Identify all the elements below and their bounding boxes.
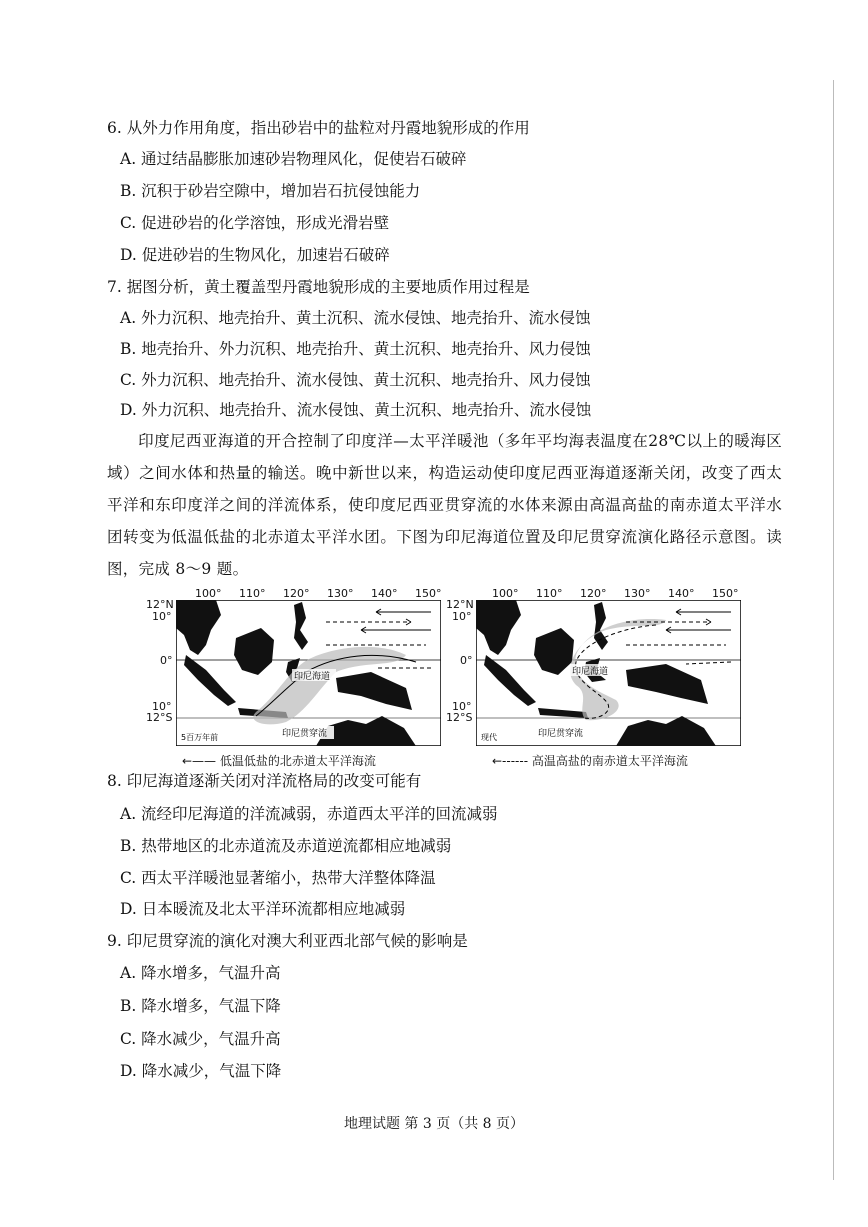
- legend-cold-current: ←—— 低温低盐的北赤道太平洋海流: [182, 754, 376, 768]
- lon-label: 120°: [283, 587, 310, 600]
- q6-option-b: B. 沉积于砂岩空隙中，增加岩石抗侵蚀能力: [120, 182, 421, 200]
- q9-option-d: D. 降水减少，气温下降: [120, 1062, 282, 1080]
- lat-label: 12°N: [146, 598, 174, 611]
- q7-option-a: A. 外力沉积、地壳抬升、黄土沉积、流水侵蚀、地壳抬升、流水侵蚀: [120, 309, 591, 327]
- q6-option-d: D. 促进砂岩的生物风化，加速岩石破碎: [120, 246, 390, 264]
- q6-stem: 6. 从外力作用角度，指出砂岩中的盐粒对丹霞地貌形成的作用: [107, 119, 530, 137]
- q6-option-a: A. 通过结晶膨胀加速砂岩物理风化，促使岩石破碎: [120, 150, 467, 168]
- q7-stem: 7. 据图分析，黄土覆盖型丹霞地貌形成的主要地质作用过程是: [107, 278, 530, 296]
- lon-label: 130°: [624, 587, 651, 600]
- strait-label: 印尼海道: [572, 667, 609, 677]
- passage: [107, 425, 782, 585]
- lon-label: 100°: [195, 587, 222, 600]
- lon-label: 100°: [492, 587, 519, 600]
- lat-label: 10°: [152, 700, 172, 713]
- q7-option-b: B. 地壳抬升、外力沉积、地壳抬升、黄土沉积、地壳抬升、风力侵蚀: [120, 340, 591, 358]
- q6-option-c: C. 促进砂岩的化学溶蚀，形成光滑岩壁: [120, 214, 390, 232]
- flow-label: 印尼贯穿流: [282, 729, 328, 739]
- lon-labels-right: [492, 587, 739, 600]
- q9-option-b: B. 降水增多，气温下降: [120, 997, 281, 1015]
- map-5-million-years-ago: [176, 600, 441, 746]
- lat-label: 10°: [452, 610, 472, 623]
- q8-option-c: C. 西太平洋暖池显著缩小，热带大洋整体降温: [120, 869, 436, 887]
- lat-label: 12°N: [446, 598, 474, 611]
- q9-stem: 9. 印尼贯穿流的演化对澳大利亚西北部气候的影响是: [107, 932, 468, 950]
- lon-label: 120°: [580, 587, 607, 600]
- corner-label: 5百万年前: [181, 733, 219, 742]
- lon-label: 150°: [712, 587, 739, 600]
- lat-label: 10°: [452, 700, 472, 713]
- q8-stem: 8. 印尼海道逐渐关闭对洋流格局的改变可能有: [107, 772, 422, 790]
- lat-label: 12°S: [446, 711, 473, 724]
- strait-label: 印尼海道: [294, 672, 331, 682]
- q8-option-a: A. 流经印尼海道的洋流减弱，赤道西太平洋的回流减弱: [120, 805, 498, 823]
- page-edge-rule: [833, 80, 834, 1180]
- q8-option-b: B. 热带地区的北赤道流及赤道逆流都相应地减弱: [120, 837, 452, 855]
- lon-label: 140°: [371, 587, 398, 600]
- lat-label: 12°S: [146, 711, 173, 724]
- legend-warm-current: ←------ 高温高盐的南赤道太平洋海流: [492, 754, 688, 768]
- lon-labels-left: [195, 587, 442, 600]
- passage-text: 印度尼西亚海道的开合控制了印度洋—太平洋暖池（多年平均海表温度在28℃以上的暖海区域）之间水体和热量的输送。晚中新世以来，构造运动使印度尼西亚海道逐渐关闭，改变了西太平洋和东印度洋之间的洋流体系，使印度尼西亚贯穿流的水体来源由高温高盐的南赤道太平洋水团转变为低温低盐的北赤道太平洋水团。下图为印尼海道位置及印尼贯穿流演化路径示意图。读图，完成 8～9 题。: [107, 432, 782, 578]
- q7-option-d: D. 外力沉积、地壳抬升、流水侵蚀、黄土沉积、地壳抬升、流水侵蚀: [120, 401, 592, 419]
- map-modern: [476, 600, 741, 746]
- q7-option-c: C. 外力沉积、地壳抬升、流水侵蚀、黄土沉积、地壳抬升、风力侵蚀: [120, 371, 591, 389]
- lat-label: 0°: [460, 654, 473, 667]
- page-footer: 地理试题 第 3 页（共 8 页）: [343, 1116, 525, 1132]
- q8-option-d: D. 日本暖流及北太平洋环流都相应地减弱: [120, 900, 406, 918]
- lon-label: 140°: [668, 587, 695, 600]
- q9-option-c: C. 降水减少，气温升高: [120, 1030, 281, 1048]
- corner-label: 现代: [481, 733, 497, 742]
- lon-label: 110°: [536, 587, 563, 600]
- q9-option-a: A. 降水增多，气温升高: [120, 964, 281, 982]
- flow-label: 印尼贯穿流: [538, 729, 584, 739]
- lon-label: 130°: [327, 587, 354, 600]
- lon-label: 150°: [415, 587, 442, 600]
- lat-label: 10°: [152, 610, 172, 623]
- lat-label: 0°: [160, 654, 173, 667]
- lon-label: 110°: [239, 587, 266, 600]
